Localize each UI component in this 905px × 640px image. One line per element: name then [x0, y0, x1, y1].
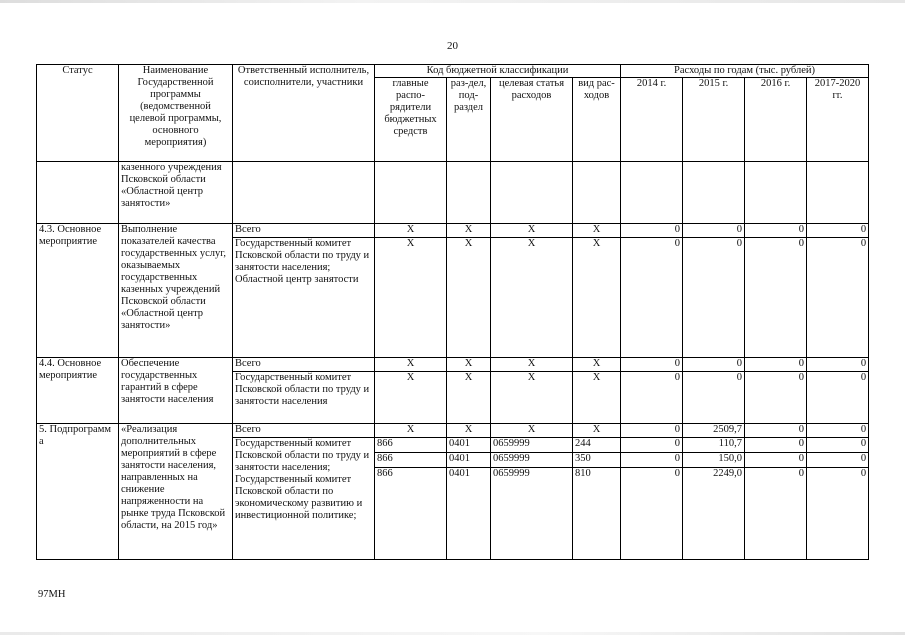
header-row-1 [37, 65, 869, 78]
table-row: 4.4. Основное мероприятие Обеспечение государственных гарантий в сфере занятости населения Всего X X X X 0 0 0 0 [37, 358, 869, 372]
footer-code: 97МН [38, 589, 66, 600]
header-budget-code: Код бюджетной классификации [375, 65, 621, 78]
header-grbs: главные распо-рядители бюджетных средств [375, 78, 447, 162]
header-status: Статус [37, 65, 119, 162]
responsible-5: Государственный комитет Псковской области по труду и занятости населения; Государственный комитет Псковской области по экономическому развитию и инвестиционной политике; [233, 438, 375, 560]
scan-edge-bottom [0, 632, 905, 635]
table-row: Государственный комитет Псковской области по труду и занятости населения X X X X 0 0 0 0 [37, 372, 869, 424]
carry-over-row [37, 162, 869, 224]
page-number: 20 [447, 40, 458, 52]
carry-over-name: казенного учреждения Псковской области «Областной центр занятости» [119, 162, 233, 224]
scan-edge-top [0, 0, 905, 3]
header-rzpr: раз-дел, под-раздел [447, 78, 491, 162]
header-2017-2020: 2017-2020 гг. [807, 78, 869, 162]
header-responsible: Ответственный исполнитель, соисполнители, участники [233, 65, 375, 162]
header-csr: целевая статья расходов [491, 78, 573, 162]
table-row: Государственный комитет Псковской области по труду и занятости населения; Областной центр занятости X X X X 0 0 0 0 [37, 238, 869, 358]
status-4-4: 4.4. Основное мероприятие [37, 358, 119, 424]
budget-table [36, 64, 869, 560]
header-2015: 2015 г. [683, 78, 745, 162]
header-name: Наименование Государственной программы (ведомственной целевой программы, основного мероприятия) [119, 65, 233, 162]
header-expenses: Расходы по годам (тыс. рублей) [621, 65, 869, 78]
status-4-3: 4.3. Основное мероприятие [37, 224, 119, 358]
table-row: 4.3. Основное мероприятие Выполнение показателей качества государственных услуг, оказываемых государственных казенных учреждений Псковской области «Областной центр занятости» Всего X X X X 0 0 0 0 [37, 224, 869, 238]
header-vr: вид рас-ходов [573, 78, 621, 162]
name-4-4: Обеспечение государственных гарантий в сфере занятости населения [119, 358, 233, 424]
name-5: «Реализация дополнительных мероприятий в сфере занятости населения, направленных на снижение напряженности на рынке труда Псковской области, на 2015 год» [119, 424, 233, 560]
table-row: 5. Подпрограмм а «Реализация дополнительных мероприятий в сфере занятости населения, направленных на снижение напряженности на рынке труда Псковской области, на 2015 год» Всего X X X X 0 2509,7 0 0 [37, 424, 869, 438]
table-row: Государственный комитет Псковской области по труду и занятости населения; Государственный комитет Псковской области по экономическому развитию и инвестиционной политике; 866 0401 0659999 244 0 110,7 0 0 [37, 438, 869, 453]
table-row: 866 0401 0659999 810 0 2249,0 0 0 [37, 468, 869, 560]
name-4-3: Выполнение показателей качества государственных услуг, оказываемых государственных казенных учреждений Псковской области «Областной центр занятости» [119, 224, 233, 358]
header-2014: 2014 г. [621, 78, 683, 162]
status-5: 5. Подпрограмм а [37, 424, 119, 560]
table-row: 866 0401 0659999 350 0 150,0 0 0 [37, 453, 869, 468]
header-2016: 2016 г. [745, 78, 807, 162]
